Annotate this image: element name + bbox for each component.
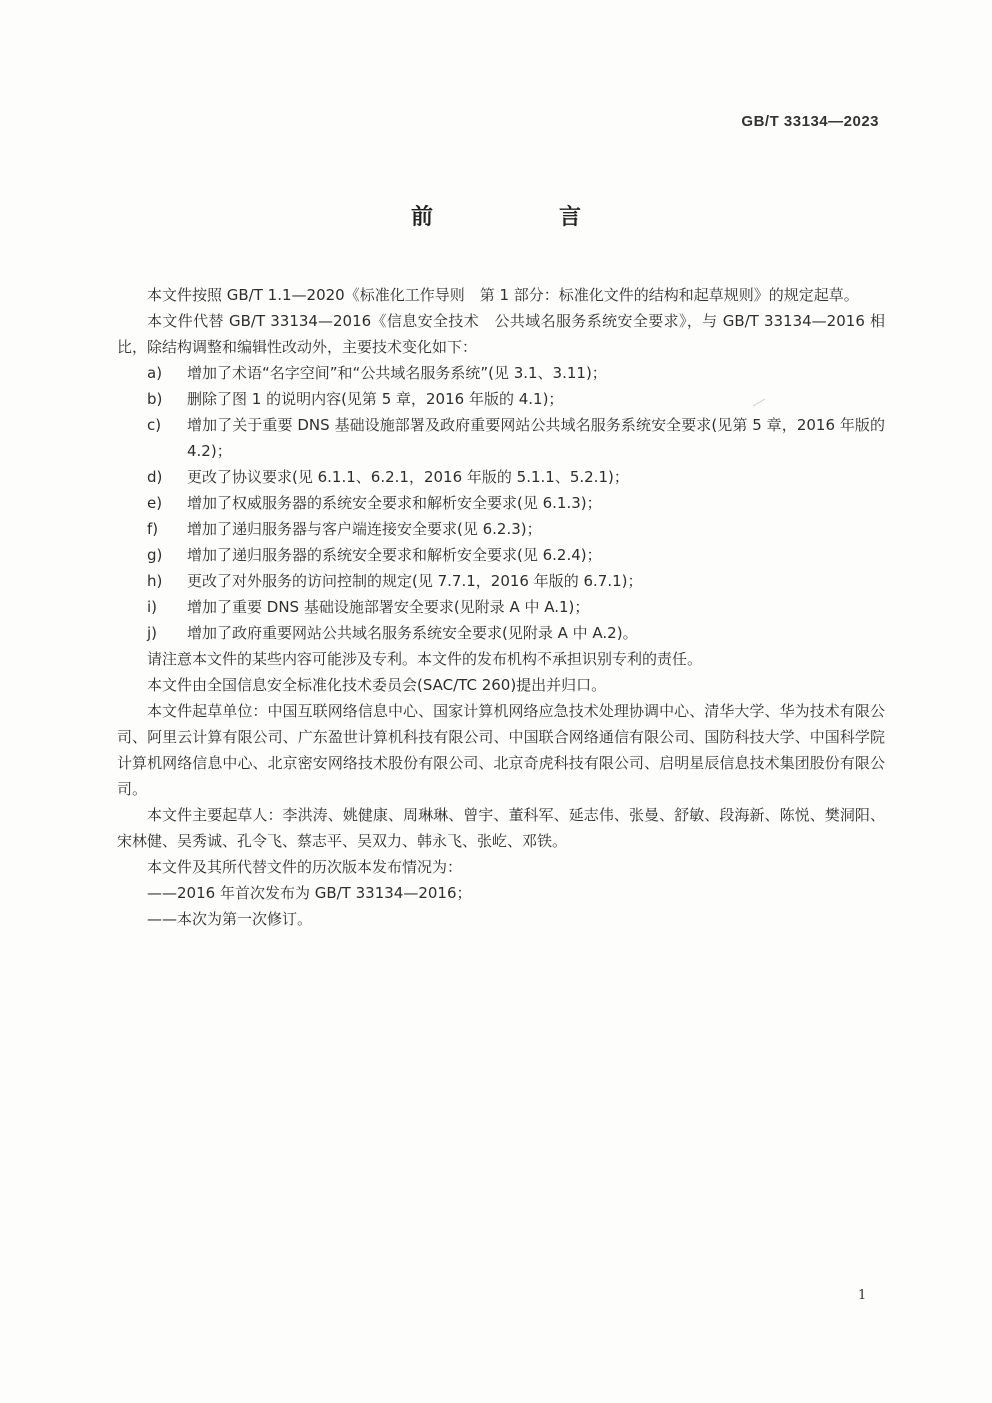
drafters-paragraph: 本文件主要起草人：李洪涛、姚健康、周琳琳、曾宇、董科军、延志伟、张曼、舒敏、段海新、陈悦、樊洞阳、宋林健、吴秀诚、孔令飞、蔡志平、吴双力、韩永飞、张屹、邓铁。 bbox=[117, 806, 885, 850]
list-item bbox=[117, 542, 885, 568]
list-item bbox=[117, 620, 885, 646]
list-item-text: 增加了权威服务器的系统安全要求和解析安全要求(见 6.1.3)； bbox=[187, 494, 602, 512]
list-item-text: 更改了协议要求(见 6.1.1、6.2.1，2016 年版的 5.1.1、5.2.1)； bbox=[187, 468, 629, 486]
list-item-text: 增加了术语“名字空间”和“公共域名服务系统”(见 3.1、3.11)； bbox=[187, 364, 607, 382]
list-item bbox=[117, 412, 885, 464]
list-item-label: h) bbox=[147, 572, 163, 590]
page-title: 前 言 bbox=[410, 205, 633, 230]
list-item-label: b) bbox=[147, 390, 163, 408]
intro-paragraph-drafting: 本文件按照 GB/T 1.1—2020《标准化工作导则 第 1 部分：标准化文件的结构和起草规则》的规定起草。 bbox=[147, 286, 859, 304]
list-item-label: c) bbox=[147, 416, 162, 434]
history-item: ——2016 年首次发布为 GB/T 33134—2016； bbox=[147, 884, 472, 902]
list-item-text: 增加了重要 DNS 基础设施部署安全要求(见附录 A 中 A.1)； bbox=[187, 598, 590, 616]
intro-paragraph-replacement: 本文件代替 GB/T 33134—2016《信息安全技术 公共域名服务系统安全要求》，与 GB/T 33134—2016 相比，除结构调整和编辑性改动外，主要技术变化如下： bbox=[117, 312, 885, 356]
list-item-label: d) bbox=[147, 468, 163, 486]
list-item-label: f) bbox=[147, 520, 159, 538]
drafting-units-paragraph: 本文件起草单位：中国互联网络信息中心、国家计算机网络应急技术处理协调中心、清华大学、华为技术有限公司、阿里云计算有限公司、广东盈世计算机科技有限公司、中国联合网络通信有限公司、国防科技大学、中国科学院计算机网络信息中心、北京密安网络技术股份有限公司、北京奇虎科技有限公司、启明星辰信息技术集团股份有限公司。 bbox=[117, 702, 885, 798]
list-item bbox=[117, 568, 885, 594]
list-item-text: 增加了关于重要 DNS 基础设施部署及政府重要网站公共域名服务系统安全要求(见第 5 章，2016 年版的 4.2)； bbox=[187, 416, 885, 460]
list-item bbox=[117, 594, 885, 620]
list-item-label: g) bbox=[147, 546, 163, 564]
list-item-text: 增加了递归服务器的系统安全要求和解析安全要求(见 6.2.4)； bbox=[187, 546, 602, 564]
standard-code: GB/T 33134—2023 bbox=[741, 113, 879, 130]
version-history-paragraph: 本文件及其所代替文件的历次版本发布情况为： bbox=[147, 858, 463, 876]
history-item: ——本次为第一次修订。 bbox=[147, 910, 313, 928]
list-item-label: e) bbox=[147, 494, 163, 512]
list-item bbox=[117, 386, 885, 412]
list-item-text: 增加了递归服务器与客户端连接安全要求(见 6.2.3)； bbox=[187, 520, 542, 538]
list-item-label: a) bbox=[147, 364, 163, 382]
list-item-text: 删除了图 1 的说明内容(见第 5 章，2016 年版的 4.1)； bbox=[187, 390, 564, 408]
list-item-text: 更改了对外服务的访问控制的规定(见 7.7.1，2016 年版的 6.7.1)； bbox=[187, 572, 643, 590]
changes-list bbox=[117, 360, 885, 646]
patent-notice-paragraph: 请注意本文件的某些内容可能涉及专利。本文件的发布机构不承担识别专利的责任。 bbox=[147, 650, 703, 668]
list-item bbox=[117, 360, 885, 386]
proposer-paragraph: 本文件由全国信息安全标准化技术委员会(SAC/TC 260)提出并归口。 bbox=[147, 676, 607, 694]
list-item bbox=[117, 490, 885, 516]
list-item-label: i) bbox=[147, 598, 158, 616]
page-number: 1 bbox=[858, 1288, 867, 1303]
list-item-text: 增加了政府重要网站公共域名服务系统安全要求(见附录 A 中 A.2)。 bbox=[187, 624, 638, 642]
list-item-label: j) bbox=[147, 624, 158, 642]
list-item bbox=[117, 464, 885, 490]
list-item bbox=[117, 516, 885, 542]
foreword-body bbox=[117, 282, 885, 932]
